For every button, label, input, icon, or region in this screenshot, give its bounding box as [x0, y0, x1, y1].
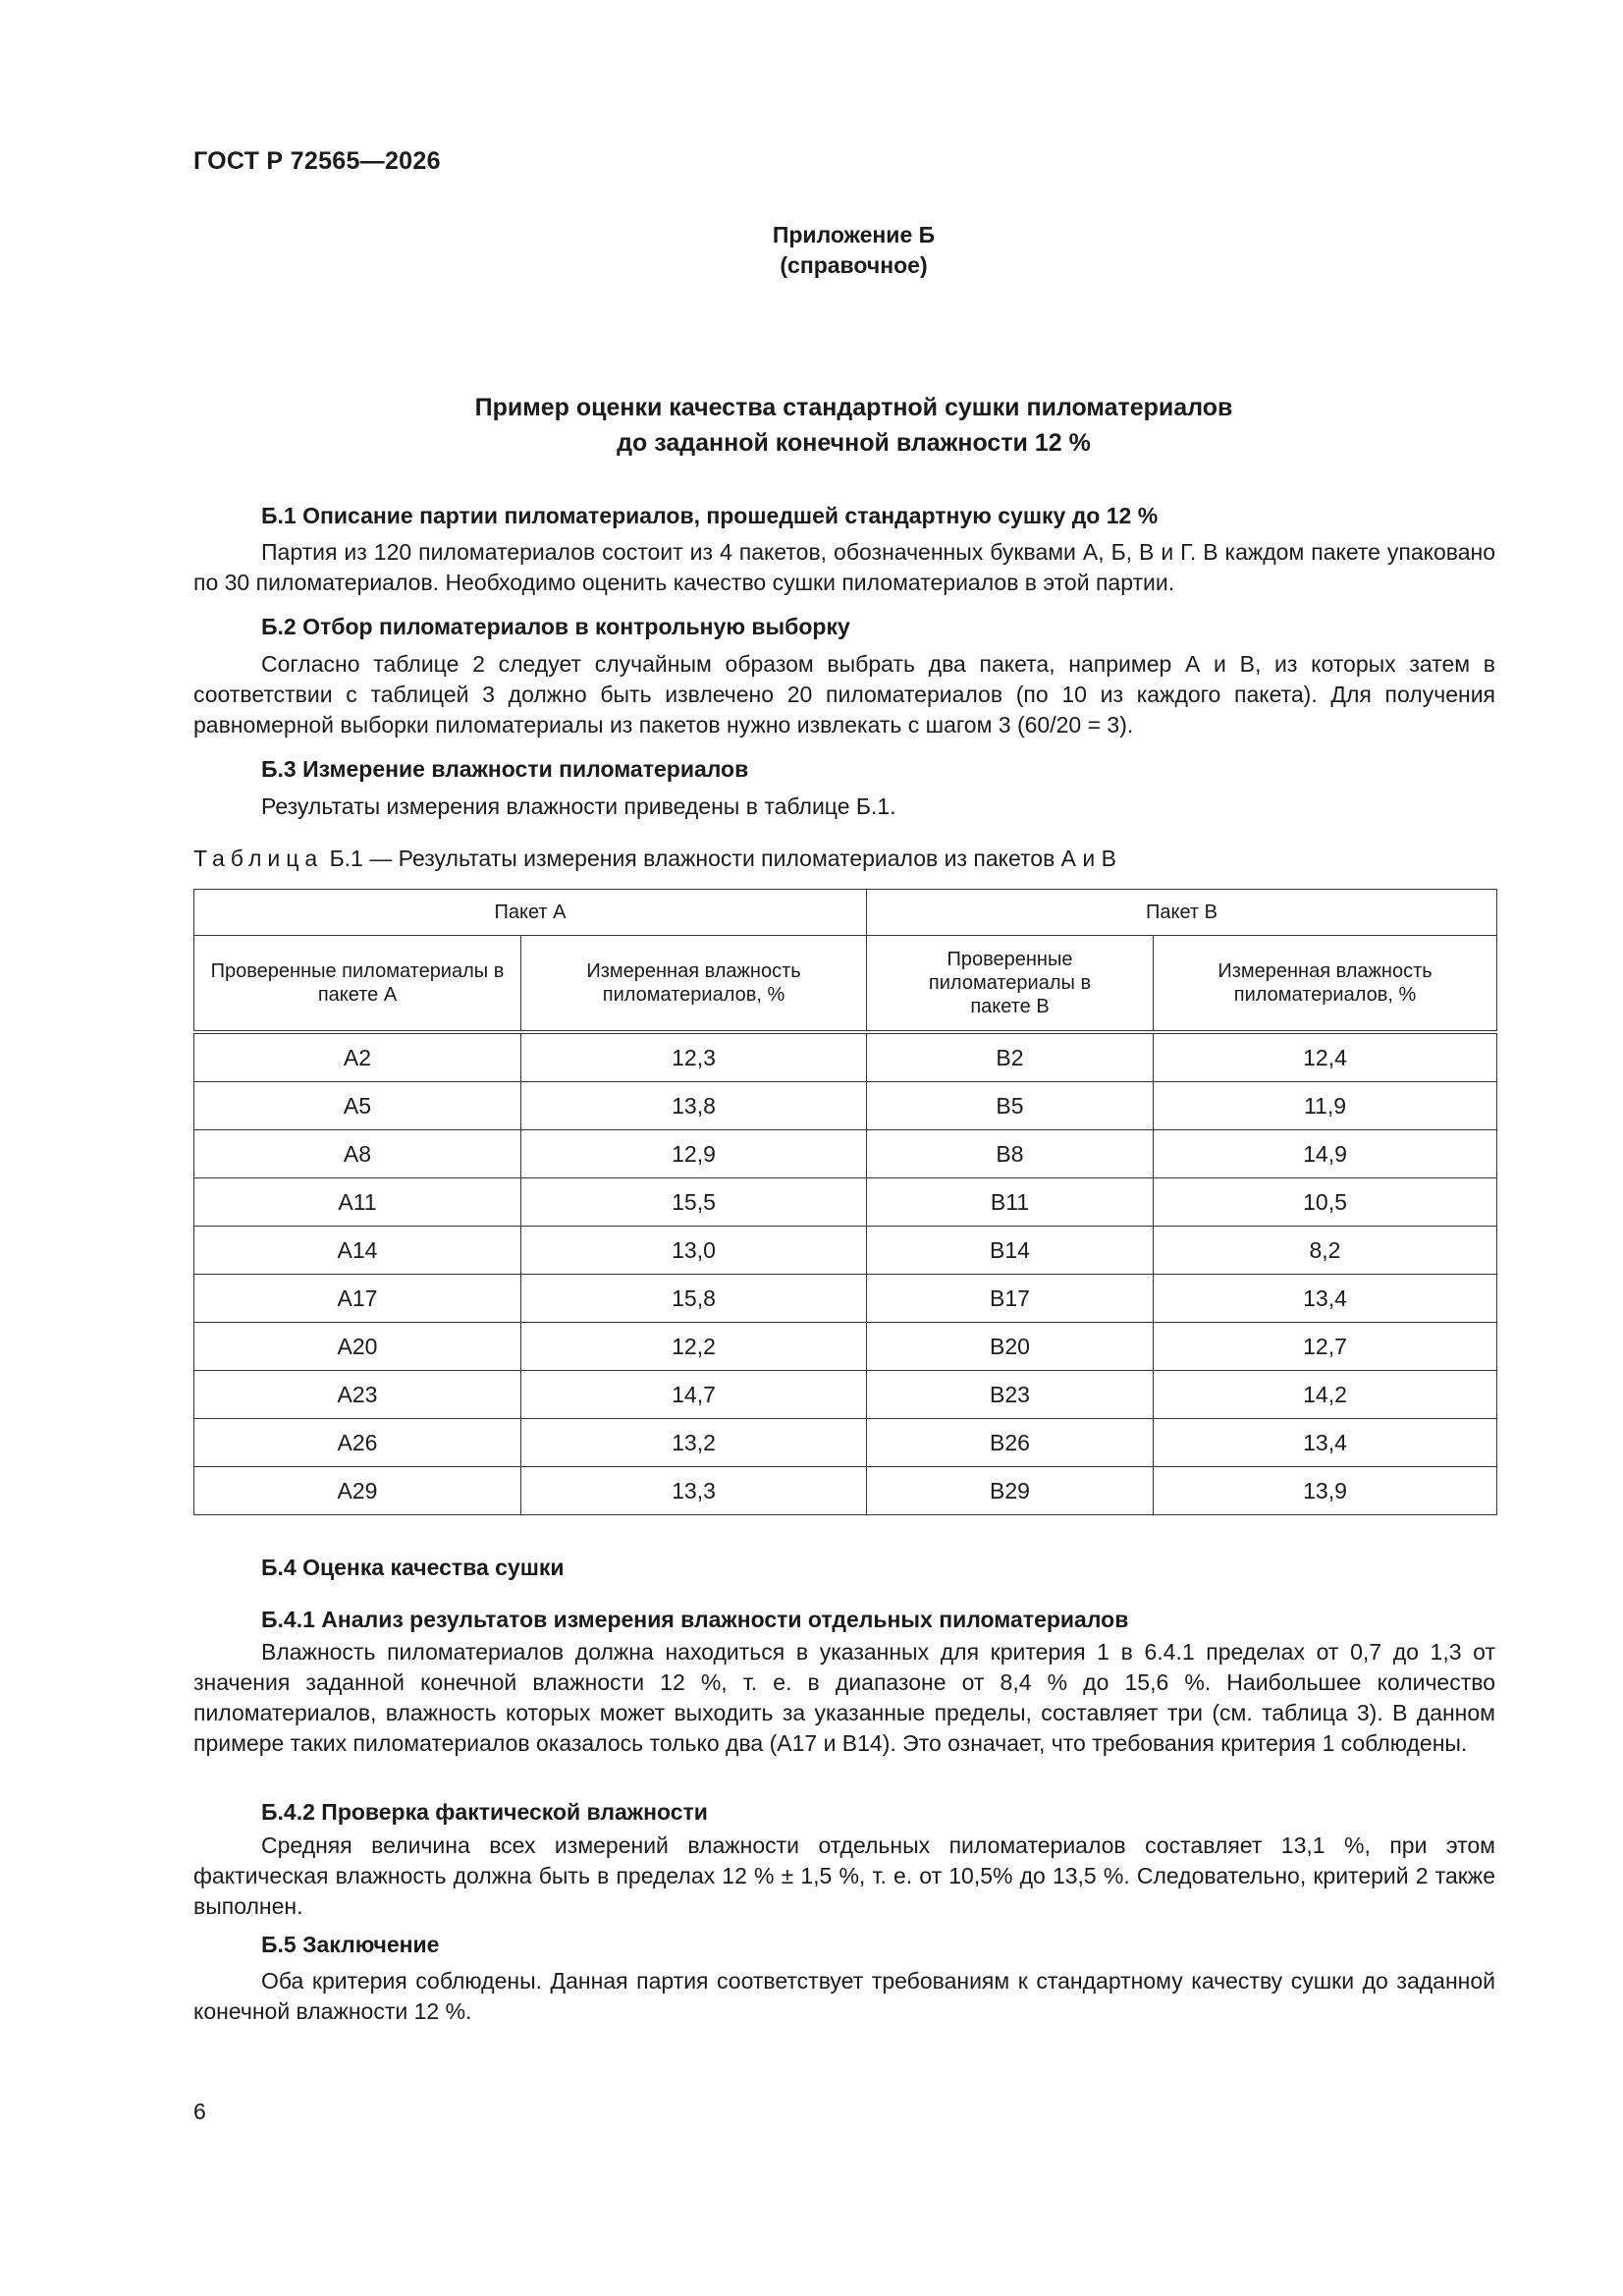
- lumber-a-cell: А17: [194, 1275, 521, 1323]
- lumber-b-cell: В20: [867, 1323, 1154, 1371]
- lumber-a-cell: А11: [194, 1178, 521, 1227]
- appendix-title: [0, 220, 1623, 281]
- appendix-line1: Приложение Б: [772, 222, 936, 247]
- s1-heading: Б.1 Описание партии пиломатериалов, прошедшей стандартную сушку до 12 %: [261, 503, 1159, 528]
- lumber-b-cell: В8: [867, 1130, 1154, 1178]
- s3-heading: Б.3 Измерение влажности пиломатериалов: [261, 756, 749, 782]
- moisture-a-cell: 12,9: [521, 1130, 867, 1178]
- moisture-b-cell: 8,2: [1154, 1227, 1497, 1275]
- moisture-a-cell: 14,7: [521, 1371, 867, 1419]
- moisture-b-cell: 13,9: [1154, 1467, 1497, 1515]
- table-caption-word: Таблица: [193, 846, 324, 871]
- table-row: [194, 1467, 1497, 1515]
- table-row: [194, 1419, 1497, 1467]
- lumber-a-cell: А8: [194, 1130, 521, 1178]
- lumber-a-cell: А29: [194, 1467, 521, 1515]
- moisture-b-cell: 13,4: [1154, 1419, 1497, 1467]
- table-row: [194, 1275, 1497, 1323]
- s4-2-text: Средняя величина всех измерений влажности отдельных пиломатериалов составляет 13,1 %, при этом фактическая влажность должна быть в пределах 12 % ± 1,5 %, т. е. от 10,5% до 13,5 %. Следовательно, критерий 2 также выполнен.: [193, 1832, 1495, 1919]
- lumber-b-cell: В29: [867, 1467, 1154, 1515]
- s4-1-heading: Б.4.1 Анализ результатов измерения влажности отдельных пиломатериалов: [261, 1607, 1129, 1632]
- table-caption: [193, 846, 1116, 872]
- group-a-header: Пакет А: [194, 890, 867, 936]
- table-row: [194, 1323, 1497, 1371]
- lumber-b-cell: В26: [867, 1419, 1154, 1467]
- table-group-header: [194, 890, 1497, 936]
- s5-heading: Б.5 Заключение: [261, 1932, 440, 1957]
- lumber-b-cell: В14: [867, 1227, 1154, 1275]
- moisture-a-cell: 12,2: [521, 1323, 867, 1371]
- table-row: [194, 1371, 1497, 1419]
- moisture-a-cell: 13,0: [521, 1227, 867, 1275]
- lumber-b-cell: В2: [867, 1032, 1154, 1082]
- moisture-a-cell: 13,8: [521, 1082, 867, 1130]
- section-title: [0, 390, 1623, 461]
- moisture-b-cell: 14,2: [1154, 1371, 1497, 1419]
- moisture-a-cell: 12,3: [521, 1032, 867, 1082]
- col-header-moisture-b: Измеренная влажность пиломатериалов, %: [1154, 936, 1497, 1033]
- page-number: 6: [193, 2099, 206, 2124]
- lumber-a-cell: А26: [194, 1419, 521, 1467]
- lumber-b-cell: В17: [867, 1275, 1154, 1323]
- s4-heading: Б.4 Оценка качества сушки: [261, 1555, 565, 1580]
- moisture-b-cell: 14,9: [1154, 1130, 1497, 1178]
- table-row: [194, 1227, 1497, 1275]
- s5-text: Оба критерия соблюдены. Данная партия соответствует требованиям к стандартному качеству сушки до заданной конечной влажности 12 %.: [193, 1968, 1495, 2024]
- lumber-a-cell: А2: [194, 1032, 521, 1082]
- lumber-a-cell: А20: [194, 1323, 521, 1371]
- col-header-lumber-a: Проверенные пиломатериалы в пакете А: [194, 936, 521, 1033]
- s1-text: Партия из 120 пиломатериалов состоит из 4 пакетов, обозначенных буквами А, Б, В и Г. В каждом пакете упаковано по 30 пиломатериалов. Необходимо оценить качество сушки пиломатериалов в этой партии.: [193, 539, 1495, 595]
- lumber-a-cell: А23: [194, 1371, 521, 1419]
- table-column-header: [194, 936, 1497, 1033]
- table-row: [194, 1130, 1497, 1178]
- s2-heading: Б.2 Отбор пиломатериалов в контрольную выборку: [261, 614, 850, 639]
- moisture-a-cell: 13,3: [521, 1467, 867, 1515]
- moisture-b-cell: 12,7: [1154, 1323, 1497, 1371]
- moisture-a-cell: 15,8: [521, 1275, 867, 1323]
- moisture-b-cell: 10,5: [1154, 1178, 1497, 1227]
- moisture-b-cell: 11,9: [1154, 1082, 1497, 1130]
- moisture-table: [193, 889, 1497, 1515]
- s4-1-text: Влажность пиломатериалов должна находиться в указанных для критерия 1 в 6.4.1 пределах от 0,7 до 1,3 от значения заданной конечной влажности 12 %, т. е. в диапазоне от 8,4 % до 15,6 %. Наибольшее количество пиломатериалов, влажность которых может выходить за указанные пределы, составляет три (см. таблица 3). В данном примере таких пиломатериалов оказалось только два (А17 и В14). Это означает, что требования критерия 1 соблюдены.: [193, 1639, 1495, 1756]
- table-row: [194, 1178, 1497, 1227]
- lumber-b-cell: В23: [867, 1371, 1154, 1419]
- s2-text: Согласно таблице 2 следует случайным образом выбрать два пакета, например А и В, из которых затем в соответствии с таблицей 3 должно быть извлечено 20 пиломатериалов (по 10 из каждого пакета). Для получения равномерной выборки пиломатериалы из пакетов нужно извлекать с шагом 3 (60/20 = 3).: [193, 651, 1495, 738]
- table-caption-text: Б.1 — Результаты измерения влажности пиломатериалов из пакетов А и В: [329, 846, 1116, 871]
- appendix-line2: (справочное): [780, 252, 928, 278]
- col-header-moisture-a: Измеренная влажность пиломатериалов, %: [521, 936, 867, 1033]
- document-header: ГОСТ Р 72565—2026: [193, 147, 441, 175]
- title-line2: до заданной конечной влажности 12 %: [617, 429, 1091, 457]
- group-b-header: Пакет В: [867, 890, 1497, 936]
- title-line1: Пример оценки качества стандартной сушки пиломатериалов: [474, 394, 1233, 421]
- s4-2-heading: Б.4.2 Проверка фактической влажности: [261, 1799, 708, 1825]
- lumber-b-cell: В5: [867, 1082, 1154, 1130]
- table-row: [194, 1032, 1497, 1082]
- moisture-b-cell: 12,4: [1154, 1032, 1497, 1082]
- table-row: [194, 1082, 1497, 1130]
- lumber-b-cell: В11: [867, 1178, 1154, 1227]
- col-header-lumber-b: Проверенные пиломатериалы в пакете В: [867, 936, 1154, 1033]
- moisture-a-cell: 13,2: [521, 1419, 867, 1467]
- moisture-b-cell: 13,4: [1154, 1275, 1497, 1323]
- moisture-a-cell: 15,5: [521, 1178, 867, 1227]
- lumber-a-cell: А14: [194, 1227, 521, 1275]
- lumber-a-cell: А5: [194, 1082, 521, 1130]
- s3-text: Результаты измерения влажности приведены в таблице Б.1.: [261, 793, 896, 819]
